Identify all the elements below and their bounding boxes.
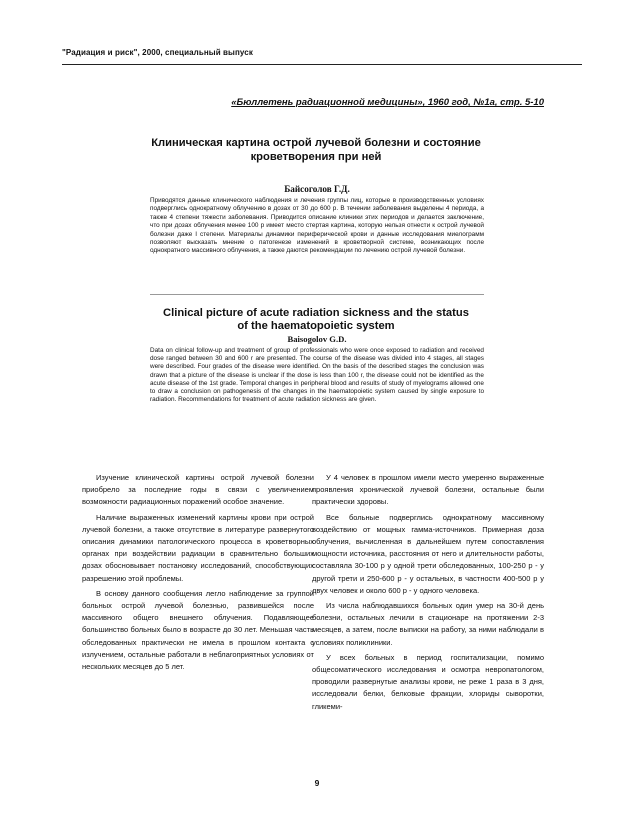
header-rule [62,64,582,65]
body-paragraph: Изучение клинической картины острой лучевой болезни приобрело за последние годы в связи с увеличением возможности радиационных поражений особое значение. [82,473,314,507]
en-title-line-1: Clinical picture of acute radiation sickness and the status [163,307,469,319]
body-right-column [312,472,544,716]
ru-title [120,136,512,164]
journal-header: "Радиация и риск", 2000, специальный выпуск [62,48,253,57]
en-author: Baisogolov G.D. [287,334,347,344]
page-number: 9 [314,778,320,788]
body-paragraph: Из числа наблюдавшихся больных один умер на 30-й день болезни, остальных лечили в стационаре на протяжении 2-3 месяцев, а затем, после выписки на работу, за ними наблюдали в условиях поликлиники. [312,601,544,647]
ru-author: Байсоголов Г.Д. [284,184,350,194]
en-abstract: Data on clinical follow-up and treatment of group of professionals who were once exposed to radiation and received dose ranged between 30 and 600 r are presented. The course of the disease was divided into 4 stages, all stages were described. Four grades of the disease were identified. On the basis of the described stages the conclusion was drawn that a picture of the disease is unclear if the dose is less than 100 r, the disease could not be identified as the acute disease of the 1st grade. Temporal changes in peripheral blood and results of study of myelograms allowed one to draw a conclusion on pathogenesis of the changes in the haematopoietic system caused by single exposure to radiation. Recommendations for treatment of acute radiation sickness are given. [150,347,484,404]
body-left-column [82,472,314,676]
body-paragraph: У 4 человек в прошлом имели место умеренно выраженные проявления хронической лучевой болезни, остальные были практически здоровы. [312,473,544,507]
abstract-divider [150,294,484,295]
body-paragraph: Наличие выраженных изменений картины крови при острой лучевой болезни, а также отсутствие в литературе развернутого описания динамики патологического процесса в кроветворных органах при воздействии радиации в сравнительно больших дозах обосновывает постановку исследований, способствующих разрешению этой проблемы. [82,512,314,583]
body-paragraph: У всех больных в период госпитализации, помимо общесоматического исследования и осмотра невропатологом, проводили развернутые анализы крови, не реже 1 раза в 3 дня, исследовали белки, белковые фракции, хлориды сыворотки, гликеми- [312,652,544,711]
body-paragraph: Все больные подверглись однократному массивному воздействию от мощных гамма-источников. Примерная доза облучения, вычисленная в дальнейшем путем сопоставления мощности источника, расстояния от него и длительности работы, составляла 30-100 р у одной трети обследованных, 100-250 р - у другой трети и 250-600 р - у остальных, в частности 400-500 р у двух человек и около 600 р - у одного человека. [312,512,544,595]
en-title [120,307,512,333]
body-paragraph: В основу данного сообщения легло наблюдение за группой больных острой лучевой болезнью, развившейся после массивного общего внешнего облучения. Подавляющее большинство больных было в возрасте до 30 лет. Меньшая часть обследованных практически не имела в прошлом контакта с излучением, остальные работали в неблагоприятных условиях от нескольких месяцев до 5 лет. [82,588,314,672]
ru-abstract: Приводятся данные клинического наблюдения и лечения группы лиц, которые в производственных условиях подверглись однократному облучению в дозах от 30 до 600 р. В течении заболевания выделены 4 периода, а также 4 степени тяжести заболевания. Приводится описание клиники этих периодов и делается заключение, что при дозах облучения менее 100 р имеет место стертая картина, которую нельзя отнести к острой лучевой болезни даже I степени. Материалы динамики периферической крови и данные исследования миелограмм позволяют высказать мнение о патогенезе изменений в кроветворной системе, возникающих после однократного массивного облучения, а также даются рекомендации по лечению острой лучевой болезни. [150,197,484,255]
citation: «Бюллетень радиационной медицины», 1960 год, №1а, стр. 5-10 [231,97,544,108]
ru-title-line-2: кроветворения при ней [250,151,382,163]
en-title-line-2: of the haematopoietic system [237,320,395,332]
ru-title-line-1: Клиническая картина острой лучевой болезни и состояние [151,137,481,149]
